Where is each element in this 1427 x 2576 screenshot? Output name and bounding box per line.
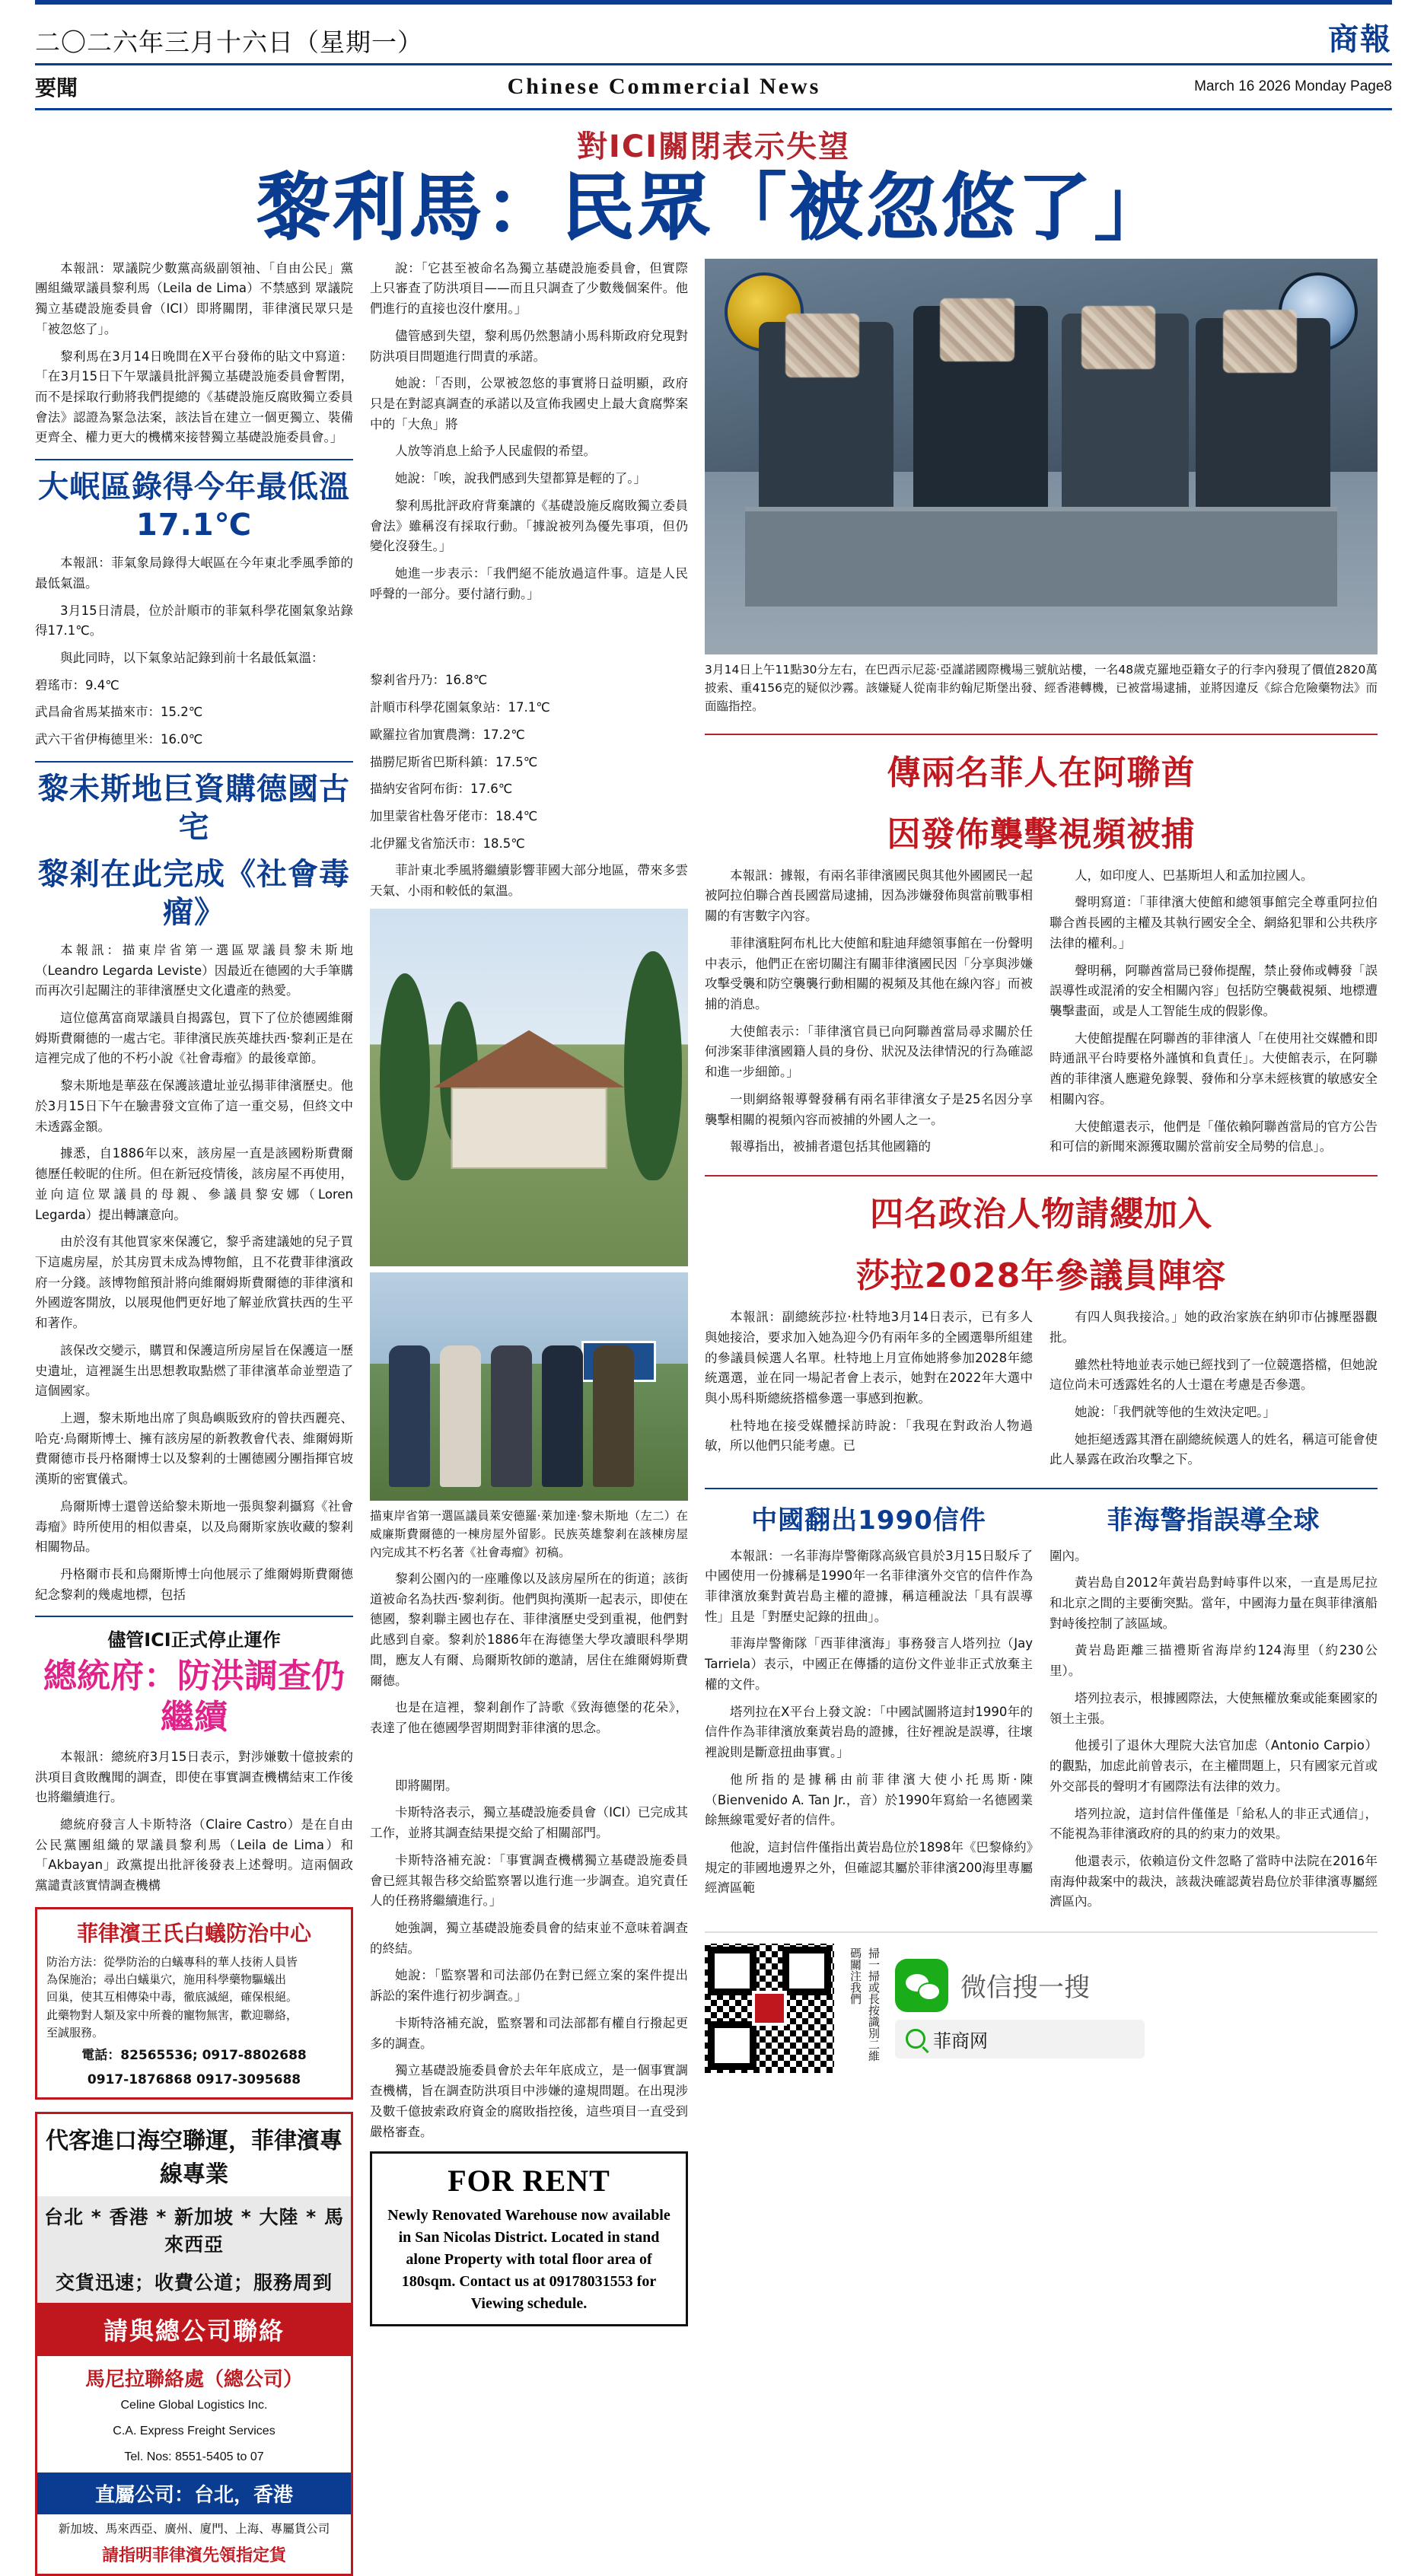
temp-para: 碧瑤市：9.4℃ <box>35 677 119 693</box>
masthead <box>35 0 1392 110</box>
masthead-rule-bottom <box>35 108 1392 110</box>
house-para: 黎剎公園內的一座雕像以及該房屋所在的街道；該街道被命名為扶西‧黎剎街。他們與拘漢斯一起表示，即使在德國，黎剎聯主國也存在、菲律濱歷史受到重視，他們對此感到自豪。黎剎於1886年在海德堡大學攻讀眼科學期間，應友人有爾、烏爾斯牧師的邀請，居住在維爾姆斯費爾德。 <box>370 1571 688 1688</box>
global-headline: 菲海警指誤導全球 <box>1107 1505 1320 1536</box>
house-headline-line1: 黎未斯地巨資購德國古宅 <box>38 771 350 845</box>
masthead-top-row <box>35 5 1392 63</box>
ad-log-line3: 交貨迅速；收費公道；服務周到 <box>37 2263 351 2303</box>
ici-para: 總統府發言人卡斯特洛（Claire Castro）是在自由公民黨團組織的眾議員黎利馬（Leila de Lima）和「Akbayan」政黨提出批評後發表上述聲明。這兩個政黨譴責該實情調查機構 <box>35 1817 353 1893</box>
section-label: 要聞 <box>35 75 78 100</box>
ici-para: 本報訊：總統府3月15日表示，對涉嫌數十億披索的洪項目貪敗醜聞的調查，即使在事實調查機構結束工作後也將繼續進行。 <box>35 1749 353 1805</box>
temp-para: 3月15日清晨，位於計順市的菲氣科學花園氣象站錄得17.1℃。 <box>35 603 353 638</box>
ad-log-office: 馬尼拉聯絡處（總公司） <box>84 2368 303 2392</box>
temp-headline: 大岷區錄得今年最低溫17.1℃ <box>38 470 350 543</box>
global-para: 他還表示，依賴這份文件忽略了當時中法院在2016年南海仲裁案中的裁決，該裁決確認黃岩島位於菲律濱專屬經濟區內。 <box>1050 1853 1378 1909</box>
ad-termite-line: 防治方法：從學防治的白蟻專科的華人技術人員皆 <box>46 1954 298 1969</box>
ad-rent-body: Newly Renovated Warehouse now available in San Nicolas District. Located in stand alone Property with total floor area of 180sqm. Contact us at 09178031553 for Viewing schedule. <box>387 2207 670 2313</box>
masthead-english-title: Chinese Commercial News <box>507 74 821 99</box>
ad-log-phone[interactable]: Tel. Nos: 8551-5405 to 07 <box>124 2450 264 2464</box>
lead-headline: 黎利馬：民眾「被忽悠了」 <box>256 165 1171 250</box>
main-grid <box>35 259 1392 2576</box>
lead-para: 儘管感到失望，黎利馬仍然懇請小馬科斯政府兌現對防洪項目問題進行問責的承諾。 <box>370 328 688 364</box>
sara-para: 杜特地在接受媒體採訪時說：「我現在對政治人物過敏，所以他們只能考慮。已 <box>705 1418 1033 1454</box>
ad-log-branches: 直屬公司：台北，香港 <box>37 2473 351 2514</box>
ad-log-line2: 台北 * 香港 * 新加坡 * 大陸 * 馬來西亞 <box>37 2196 351 2263</box>
sara-columns <box>705 1307 1378 1477</box>
uae-para: 聲明寫道：「菲律濱大使館和總領事館完全尊重阿拉伯聯合酋長國的主權及其執行國安全全、網絡犯罪和公共秩序法律的權利。」 <box>1050 895 1378 950</box>
divider <box>35 761 353 763</box>
temp-para: 描朥尼斯省巴斯科鎮：17.5℃ <box>370 754 538 769</box>
china-global-columns <box>705 1497 1378 1919</box>
ad-logistics[interactable] <box>35 2112 353 2576</box>
global-para: 他援引了退休大理院大法官加虑（Antonio Carpio）的觀點，加虑此前曾表示，在主權問題上，只有國家元首或外交部長的聲明才有國際法有法律的效力。 <box>1050 1738 1378 1794</box>
house-photo <box>370 909 688 1266</box>
lead-kicker: 對ICI關閉表示失望 <box>576 129 851 164</box>
temp-para: 菲計東北季風將繼續影響菲國大部分地區，帶來多雲天氣、小雨和較低的氣溫。 <box>370 863 688 899</box>
china-para: 他所指的是據稱由前菲律濱大使小托馬斯‧陳（Bienvenido A. Tan Jr.，音）於1990年寫給一名德國業餘無線電愛好者的信件。 <box>705 1772 1033 1828</box>
ad-termite-line: 回巢，使其互相傳染中毒，徹底滅絕，確保根絕。 <box>46 1990 298 2004</box>
ad-termite-phone-1[interactable]: 電話：82565536; 0917-8802688 <box>81 2048 307 2064</box>
house-para: 也是在這裡，黎剎創作了詩歌《致海德堡的花朵》，表達了他在德國學習期間對菲律濱的思念。 <box>370 1700 688 1735</box>
temp-para: 加里蒙省杜魯牙佬市：18.4℃ <box>370 809 538 824</box>
lead-para: 她說：「否則，公眾被忽悠的事實將日益明顯，政府只是在對認真調查的承諾以及宣佈我國史上最大貪腐弊案中的「大魚」將 <box>370 376 688 431</box>
uae-para: 大使館提醒在阿聯酋的菲律濱人「在使用社交媒體和即時通訊平台時要格外謹慎和負責任」。大使館表示，在阿聯酋的菲律濱人應避免錄製、發佈和分享未經核實的敏感安全相關內容。 <box>1050 1030 1378 1107</box>
house-wall <box>451 1087 607 1169</box>
house-photo-caption: 描東岸省第一選區議員萊安德羅‧萊加達‧黎未斯地（左二）在威廉斯費爾德的一棟房屋外留影。民族英雄黎剎在該棟房屋內完成其不朽名著《社會毒瘤》初稿。 <box>370 1508 688 1559</box>
divider <box>705 1488 1378 1489</box>
lead-para: 她說：「唉，說我們感到失望都算是輕的了。」 <box>395 471 646 486</box>
uae-para: 報導指出，被捕者還包括其他國籍的 <box>730 1139 931 1154</box>
airport-drug-seizure-photo <box>705 259 1378 654</box>
china-para: 他說，這封信件僅指出黃岩島位於1898年《巴黎條約》規定的菲國地邊界之外，但確認其屬於菲律濱200海里專屬經濟區範 <box>705 1839 1033 1896</box>
uae-para: 大使館還表示，他們是「僅依賴阿聯酋當局的官方公告和可信的新聞來源獲取關於當前安全局勢的信息」。 <box>1050 1119 1378 1154</box>
wechat-search-box[interactable] <box>895 2020 1145 2059</box>
temp-para: 計順市科學花園氣象站：17.1℃ <box>370 700 550 715</box>
ici-para: 卡斯特洛補充說：「事實調查機構獨立基礎設施委員會已經其報告移交給監察署以進行進一步調查。追究責任人的任務將繼續進行。」 <box>370 1852 688 1909</box>
divider <box>35 1616 353 1617</box>
uae-col-1 <box>705 866 1033 1164</box>
sara-col-2 <box>1050 1307 1378 1477</box>
ad-rent-title: FOR RENT <box>448 2164 610 2199</box>
wechat-promo <box>705 1931 1378 2073</box>
sara-headline-line1: 四名政治人物請纓加入 <box>870 1195 1212 1234</box>
house-para: 黎未斯地是華茲在保護該遺址並弘揚菲律濱歷史。他於3月15日下午在驗書發文宣佈了這一重交易，但終文中未透露金額。 <box>35 1078 353 1134</box>
ici-para: 獨立基礎設施委員會於去年年底成立，是一個事實調查機構，旨在調查防洪項目中涉嫌的違規問題。在出現涉及數千億披索政府資金的腐敗指控後，這些項目一直受到嚴格審查。 <box>370 2063 688 2139</box>
lead-para: 她進一步表示：「我們絕不能放過這件事。這是人民呼聲的一部分。要付諸行動。」 <box>370 566 688 601</box>
temp-para: 描納安省阿布街：17.6℃ <box>370 782 513 797</box>
ad-log-line1: 代客進口海空聯運，菲律濱專線專業 <box>37 2114 351 2196</box>
wechat-icon <box>895 1959 948 2012</box>
divider <box>35 459 353 460</box>
sara-col-1 <box>705 1307 1033 1477</box>
uae-headline-line1: 傳兩名菲人在阿聯酋 <box>887 753 1196 792</box>
sara-para: 雖然杜特地並表示她已經找到了一位競選搭檔，但她說這位尚未可透露姓名的人士還在考慮是否參選。 <box>1050 1357 1378 1393</box>
ad-log-footer: 請指明菲律濱先領指定貨 <box>101 2546 286 2566</box>
qr-code[interactable] <box>705 1944 834 2073</box>
temp-para: 北伊羅戈省笳沃市：18.5℃ <box>370 836 525 851</box>
china-para: 本報訊：一名菲海岸警衛隊高級官員於3月15日駁斥了中國使用一份據稱是1990年一名菲律濱外交官的信件作為菲律濱放棄對黃岩島主權的證據，稱這種說法「具有誤導性」且是「對歷史記錄的扭曲」。 <box>705 1548 1033 1624</box>
temp-para: 與此同時，以下氣象站記錄到前十名最低氣溫： <box>60 651 324 666</box>
masthead-date-cn: 二〇二六年三月十六日（星期一） <box>35 27 423 57</box>
temp-para: 武昌侖省馬某描來市：15.2℃ <box>35 705 203 720</box>
temp-para: 歐羅拉省加實農灣：17.2℃ <box>370 727 525 742</box>
ad-for-rent[interactable] <box>370 2151 688 2326</box>
temp-para: 本報訊：菲氣象局錄得大岷區在今年東北季風季節的最低氣溫。 <box>35 556 353 591</box>
uae-para: 一則網絡報導聲發稱有兩名菲律濱女子是25名因分享襲擊相關的視頻內容而被捕的外國人之一。 <box>705 1091 1033 1127</box>
sara-para: 有四人與我接洽。」她的政治家族在納卯市佔據壓器觀批。 <box>1050 1310 1378 1345</box>
house-para: 上週，黎未斯地出席了與島嶼販致府的曾扶西麗亮、哈克‧烏爾斯博士、擁有該房屋的新教教會代表、維爾姆斯費爾德市長丹格爾博士以及黎剎的士團德國分團指揮官坡漢斯的密實儀式。 <box>35 1410 353 1487</box>
uae-para: 大使館表示：「菲律濱官員已向阿聯酋當局尋求關於任何涉案菲律濱國籍人員的身份、狀況及法律情況的行為確認和進一步細節。」 <box>705 1024 1033 1080</box>
temp-para: 武六干省伊梅德里米：16.0℃ <box>35 732 203 747</box>
masthead-english-date: March 16 2026 Monday Page8 <box>1194 78 1392 94</box>
search-icon <box>906 2029 925 2049</box>
ad-termite-control[interactable] <box>35 1907 353 2100</box>
lead-para: 人放等消息上給予人民虛假的希望。 <box>395 444 596 459</box>
global-para: 圍內。 <box>1050 1548 1088 1563</box>
house-para: 該保改交變示，購買和保護這所房屋旨在保護這一歷史遺址，這裡誕生出思想教取點燃了菲律濱革命並塑造了這個國家。 <box>35 1342 353 1399</box>
ad-log-company-1: Celine Global Logistics Inc. <box>120 2399 268 2412</box>
ici-para: 即將關閉。 <box>395 1778 458 1793</box>
lead-headline-block <box>35 123 1392 248</box>
uae-columns <box>705 866 1378 1164</box>
delegation-photo <box>370 1272 688 1501</box>
ad-termite-title: 菲律濱王氏白蟻防治中心 <box>76 1920 311 1946</box>
ici-subhead: 儘管ICI正式停止運作 <box>107 1629 281 1651</box>
ad-log-cta[interactable]: 請與總公司聯絡 <box>37 2303 351 2356</box>
global-para: 黃岩島自2012年黃岩島對峙事件以來，一直是馬尼拉和北京之間的主要衝突點。當年，中國海力量在與菲律濱船對峙後控制了該區域。 <box>1050 1575 1378 1631</box>
wechat-search-value: 菲商网 <box>933 2030 988 2052</box>
china-para: 菲海岸警衛隊「西菲律濱海」事務發言人塔列拉（Jay Tarriela）表示，中國正在傳播的這份文件並非正式放棄主權的文件。 <box>705 1636 1033 1692</box>
column-middle <box>370 259 688 2576</box>
ici-para: 她強調，獨立基礎設施委員會的結束並不意味着調查的終結。 <box>370 1921 688 1956</box>
uae-para: 人，如印度人、巴基斯坦人和孟加拉國人。 <box>1075 868 1314 883</box>
temp-para: 黎剎省丹乃：16.8℃ <box>370 673 488 688</box>
house-para: 這位億萬富商眾議員自揭露包，買下了位於德國維爾姆斯費爾德的一處古宅。菲律濱民族英雄扶西‧黎剎正是在這裡完成了他的不朽小說《社會毒瘤》的最後章節。 <box>35 1011 353 1066</box>
column-right <box>705 259 1378 2576</box>
sara-para: 她拒絕透露其潛在副總統候選人的姓名，稱這可能會使此人暴露在政治攻擊之下。 <box>1050 1431 1378 1467</box>
ad-termite-line: 此藥物對人類及家中所養的寵物無害，歡迎聯絡， <box>46 2008 298 2022</box>
ad-log-company-2: C.A. Express Freight Services <box>113 2425 276 2438</box>
global-col <box>1050 1497 1378 1919</box>
sara-headline-line2: 莎拉2028年參議員陣容 <box>855 1256 1227 1296</box>
house-para: 據悉，自1886年以來，該房屋一直是該國粉斯費爾德歷任較昵的住所。但在新冠疫情後，該房屋不再使用，並向這位眾議員的母親、參議員黎安娜（Loren Legarda）提出轉讓意向。 <box>35 1146 353 1222</box>
china-headline: 中國翻出1990信件 <box>751 1505 986 1536</box>
uae-para: 聲明稱，阿聯酋當局已發佈提醒，禁止發佈或轉發「誤誤導性或混淆的安全相關內容」包括防空襲截視頻、地標遭襲擊畫面，或是人工智能生成的假影像。 <box>1050 963 1378 1019</box>
house-para: 烏爾斯博士還曾送給黎未斯地一張與黎剎攝寫《社會毒瘤》時所使用的相似書桌，以及烏爾斯家族收藏的黎剎相關物品。 <box>35 1498 353 1555</box>
sara-para: 本報訊：副總統莎拉‧杜特地3月14日表示，已有多人與她接洽，要求加入她為迎今仍有兩年多的全國選舉所組建的參議員候選人名單。杜特地上月宣佈她將參加2028年總統選選，並在同一場記者會上表示，她對在2022年大選中與小馬科斯總統搭檔參選一事感到抱歉。 <box>705 1310 1033 1406</box>
house-para: 本報訊：描東岸省第一選區眾議員黎未斯地（Leandro Legarda Leviste）因最近在德國的大手筆購而再次引起關注的菲律濱歷史文化遺產的熱愛。 <box>35 942 353 998</box>
masthead-logo: 商報 <box>1328 22 1392 57</box>
ad-log-branch-list: 新加坡、馬來西亞、廣州、廈門、上海、專屬貨公司 <box>58 2522 330 2536</box>
airport-photo-caption: 3月14日上午11點30分左右，在巴西示尼蕊‧亞謹諾國際機場三號航站樓，一名48歲克羅地亞籍女子的行李內發現了價值2820萬披索、重4156克的疑似沙霧。該嫌疑人從南非約翰尼斯堡出發、經香港轉機，已被當場逮捕，並將因違反《綜合危險藥物法》而面臨指控。 <box>705 662 1378 713</box>
uae-col-2 <box>1050 866 1378 1164</box>
divider <box>705 734 1378 735</box>
global-para: 黃岩島距離三描禮斯省海岸約124海里（約230公里）。 <box>1050 1643 1378 1679</box>
lead-para: 黎利馬批評政府背棄讓的《基礎設施反腐敗獨立委員會法》雖稱沒有採取行動。「據說被列為優先事項，但仍變化沒發生。」 <box>370 498 688 554</box>
lead-para: 說：「它甚至被命名為獨立基礎設施委員會，但實際上只審查了防洪項目——而且只調查了少數幾個案件。他們進行的直接也沒什麼用。」 <box>370 260 688 317</box>
masthead-bottom-row <box>35 65 1392 108</box>
uae-headline-line2: 因發佈襲擊視頻被捕 <box>887 814 1196 854</box>
lead-para: 黎利馬在3月14日晚間在X平台發佈的貼文中寫道：「在3月15日下午眾議員批評獨立基礎設施委員會暫閉，而不是採取行動將我們提總的《基礎設施反腐敗獨立委員會法》認證為緊急法案，該法旨在建立一個更獨立、裝備更齊全、權力更大的機構來接替獨立基礎設施委員會。」 <box>35 349 353 445</box>
global-para: 塔列拉說，這封信件僅僅是「給私人的非正式通信」，不能視為菲律濱政府的具的約束力的效果。 <box>1050 1806 1378 1842</box>
ad-termite-line: 為保施治；尋出白蟻巢穴，施用科學藥物驅蟻出 <box>46 1973 287 1987</box>
ici-headline: 總統府：防洪調查仍繼續 <box>43 1657 345 1737</box>
house-para: 由於沒有其他買家來保護它，黎乎斋建議她的兒子買下這處房屋，於其房買未成為博物館，且不花費菲律濱政府一分錢。該博物館預計將向維爾姆斯費爾德的菲律濱和外國遊客開放，以展現他們更好地了解並欣賞扶西的生平和著作。 <box>35 1234 353 1331</box>
ici-para: 卡斯特洛補充說，監察署和司法部都有權自行撥起更多的調查。 <box>370 2015 688 2051</box>
house-headline-line2: 黎剎在此完成《社會毒瘤》 <box>38 856 350 930</box>
ici-para: 她說：「監察署和司法部仍在對已經立案的案件提出訴訟的案件進行初步調查。」 <box>370 1968 688 2004</box>
ici-para: 卡斯特洛表示，獨立基礎設施委員會（ICI）已完成其工作，並將其調查結果提交給了相關部門。 <box>370 1805 688 1841</box>
global-para: 塔列拉表示，根據國際法，大使無權放棄或能棄國家的領土主張。 <box>1050 1690 1378 1726</box>
uae-para: 菲律濱駐阿布札比大使館和駐迪拜總領事館在一份聲明中表示，他們正在密切關注有關菲律濱國民因「分享與涉嫌攻擊受襲和防空襲襲行動相關的視頻及其他在線內容」而被捕的消息。 <box>705 935 1033 1012</box>
wechat-title: 微信搜一搜 <box>960 1973 1090 2004</box>
qr-side-note: 掃一掃或長按識別二維碼關注我們 <box>849 1947 881 2062</box>
ad-termite-line: 至誠服務。 <box>46 2025 104 2039</box>
ad-termite-phone-2[interactable]: 0917-1876868 0917-3095688 <box>87 2071 301 2087</box>
sara-para: 她說：「我們就等他的生效決定吧。」 <box>1075 1404 1276 1419</box>
column-left <box>35 259 353 2576</box>
divider <box>705 1175 1378 1177</box>
china-col <box>705 1497 1033 1919</box>
house-para: 丹格爾市長和烏爾斯博士向他展示了維爾姆斯費爾德紀念黎剎的幾處地標，包括 <box>35 1567 353 1602</box>
uae-para: 本報訊：據報，有兩名菲律濱國民與其他外國國民一起被阿拉伯聯合酋長國當局逮捕，因為涉嫌發佈與當前戰事相關的有害數字內容。 <box>705 868 1033 924</box>
lead-para: 本報訊：眾議院少數黨高級副領袖、「自由公民」黨團組織眾議員黎利馬（Leila de Lima）不禁感到 眾議院獨立基礎設施委員會（ICI）即將關閉，菲律濱民眾只是「被忽悠了」。 <box>35 260 353 336</box>
china-para: 塔列拉在X平台上發文說：「中國試圖將這封1990年的信件作為菲律濱放棄黃岩島的證據，往好裡說是誤導，往壞裡說則是斷意扭曲事實。」 <box>705 1704 1033 1760</box>
